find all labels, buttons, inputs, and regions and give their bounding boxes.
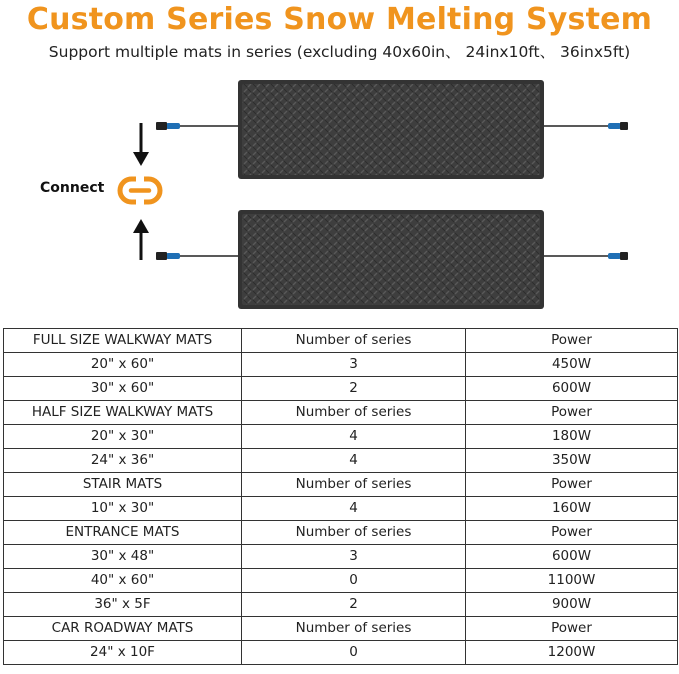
table-section-header-row: [4, 521, 678, 545]
mat-size-cell: 20" x 30": [4, 425, 242, 449]
series-count-cell: 2: [242, 593, 466, 617]
connect-label: Connect: [40, 180, 105, 196]
series-connection-diagram: [0, 70, 679, 320]
plug-connector-icon: [156, 122, 238, 130]
power-cell: 1200W: [466, 641, 678, 665]
table-section-header-row: [4, 473, 678, 497]
plug-connector-icon: [544, 122, 628, 130]
power-cell: 600W: [466, 545, 678, 569]
power-cell: 160W: [466, 497, 678, 521]
table-row: [4, 593, 678, 617]
table-row: [4, 377, 678, 401]
power-header-cell: Power: [466, 617, 678, 641]
power-header-cell: Power: [466, 521, 678, 545]
plug-connector-icon: [544, 252, 628, 260]
power-cell: 450W: [466, 353, 678, 377]
power-cell: 350W: [466, 449, 678, 473]
section-name-cell: ENTRANCE MATS: [4, 521, 242, 545]
series-header-cell: Number of series: [242, 329, 466, 353]
table-row: [4, 353, 678, 377]
mat-size-cell: 30" x 60": [4, 377, 242, 401]
mat-size-cell: 36" x 5F: [4, 593, 242, 617]
section-name-cell: CAR ROADWAY MATS: [4, 617, 242, 641]
arrow-down-icon: [133, 123, 149, 166]
table-row: [4, 641, 678, 665]
table-row: [4, 425, 678, 449]
section-name-cell: FULL SIZE WALKWAY MATS: [4, 329, 242, 353]
series-count-cell: 2: [242, 377, 466, 401]
section-name-cell: HALF SIZE WALKWAY MATS: [4, 401, 242, 425]
section-name-cell: STAIR MATS: [4, 473, 242, 497]
power-header-cell: Power: [466, 473, 678, 497]
table-row: [4, 449, 678, 473]
power-header-cell: Power: [466, 401, 678, 425]
series-header-cell: Number of series: [242, 401, 466, 425]
table-row: [4, 569, 678, 593]
table-section-header-row: [4, 401, 678, 425]
plug-connector-icon: [156, 252, 238, 260]
arrow-up-icon: [133, 219, 149, 260]
link-icon: [120, 176, 160, 205]
series-header-cell: Number of series: [242, 521, 466, 545]
mat-size-cell: 24" x 36": [4, 449, 242, 473]
power-cell: 1100W: [466, 569, 678, 593]
table-section-header-row: [4, 617, 678, 641]
power-cell: 900W: [466, 593, 678, 617]
mat-size-cell: 10" x 30": [4, 497, 242, 521]
top-mat: [238, 80, 544, 179]
power-header-cell: Power: [466, 329, 678, 353]
mat-specs-table: [3, 328, 678, 665]
series-count-cell: 4: [242, 497, 466, 521]
page-subtitle: Support multiple mats in series (excluding 40x60in、 24inx10ft、 36inx5ft): [48, 43, 631, 61]
series-count-cell: 4: [242, 425, 466, 449]
series-header-cell: Number of series: [242, 617, 466, 641]
mat-size-cell: 40" x 60": [4, 569, 242, 593]
series-header-cell: Number of series: [242, 473, 466, 497]
power-cell: 180W: [466, 425, 678, 449]
series-count-cell: 0: [242, 641, 466, 665]
mat-size-cell: 24" x 10F: [4, 641, 242, 665]
series-count-cell: 3: [242, 353, 466, 377]
page-title: Custom Series Snow Melting System: [26, 2, 653, 37]
table-row: [4, 497, 678, 521]
power-cell: 600W: [466, 377, 678, 401]
table-section-header-row: [4, 329, 678, 353]
mat-size-cell: 30" x 48": [4, 545, 242, 569]
series-count-cell: 4: [242, 449, 466, 473]
table-row: [4, 545, 678, 569]
mat-size-cell: 20" x 60": [4, 353, 242, 377]
bottom-mat: [238, 210, 544, 309]
series-count-cell: 0: [242, 569, 466, 593]
series-count-cell: 3: [242, 545, 466, 569]
